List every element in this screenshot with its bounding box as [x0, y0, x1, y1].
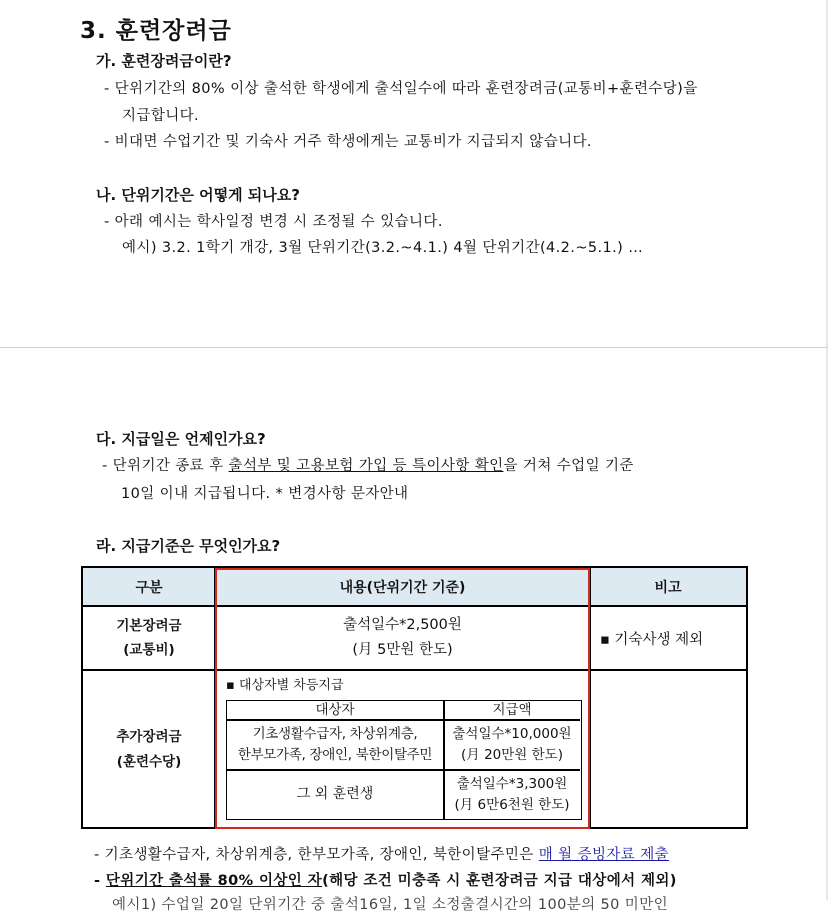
- row-basic-category: 기본장려금 (교통비): [116, 617, 182, 658]
- row-extra-bullet: ▪ 대상자별 차등지급: [226, 678, 344, 693]
- heading-ra: 라. 지급기준은 무엇인가요?: [96, 537, 281, 555]
- row-basic-content: 출석일수*2,500원 (月 5만원 한도): [343, 616, 462, 658]
- footer-line1: - 기초생활수급자, 차상위계층, 한부모가족, 장애인, 북한이탈주민은 매 월 증빙자료 제출: [94, 847, 670, 863]
- table-header-category: 구분: [83, 568, 215, 605]
- row-extra-category: 추가장려금 (훈련수당): [116, 729, 182, 770]
- da-line2: 10일 이내 지급됩니다. * 변경사항 문자안내: [121, 486, 409, 502]
- footer-line3: 예시1) 수업일 20일 단위기간 중 출석16일, 1일 소정출결시간의 100분의 50 미만인: [112, 897, 669, 913]
- inner-amount-others: 출석일수*3,300원 (月 6만6천원 한도): [454, 775, 570, 813]
- table-header-content: 내용(단위기간 기준): [215, 568, 590, 605]
- heading-ga: 가. 훈련장려금이란?: [96, 52, 232, 70]
- heading-na: 나. 단위기간은 어떻게 되나요?: [96, 186, 300, 204]
- heading-da: 다. 지급일은 언제인가요?: [96, 430, 266, 448]
- ga-line1b: 지급합니다.: [122, 108, 200, 124]
- inner-target-priority: 기초생활수급자, 차상위계층, 한부모가족, 장애인, 북한이탈주민: [237, 725, 433, 763]
- evidence-link[interactable]: 매 월 증빙자료 제출: [538, 847, 670, 863]
- ga-line1: - 단위기간의 80% 이상 출석한 학생에게 출석일수에 따라 훈련장려금(교통비+훈련수당)을: [104, 81, 698, 97]
- row-basic-note: ▪ 기숙사생 제외: [600, 631, 704, 648]
- table-header-note: 비고: [590, 568, 746, 605]
- inner-header-target: 대상자: [315, 701, 355, 718]
- page-break: [0, 347, 828, 348]
- inner-target-others: 그 외 훈련생: [296, 785, 374, 802]
- inner-table: [226, 700, 582, 820]
- na-line1: - 아래 예시는 학사일정 변경 시 조정될 수 있습니다.: [104, 214, 443, 230]
- inner-amount-priority: 출석일수*10,000원 (月 20만원 한도): [452, 725, 572, 763]
- allowance-table: [81, 566, 748, 829]
- ga-line2: - 비대면 수업기간 및 기숙사 거주 학생에게는 교통비가 지급되지 않습니다.: [104, 134, 592, 150]
- footer-line2: - 단위기간 출석률 80% 이상인 자(해당 조건 미충족 시 훈련장려금 지급 대상에서 제외): [94, 873, 677, 889]
- section-title: 3. 훈련장려금: [80, 18, 232, 44]
- da-line1: - 단위기간 종료 후 출석부 및 고용보험 가입 등 특이사항 확인을 거쳐 수업일 기준: [102, 458, 634, 474]
- inner-header-amount: 지급액: [492, 701, 532, 718]
- na-line2: 예시) 3.2. 1학기 개강, 3월 단위기간(3.2.~4.1.) 4월 단위기간(4.2.~5.1.) …: [122, 240, 644, 256]
